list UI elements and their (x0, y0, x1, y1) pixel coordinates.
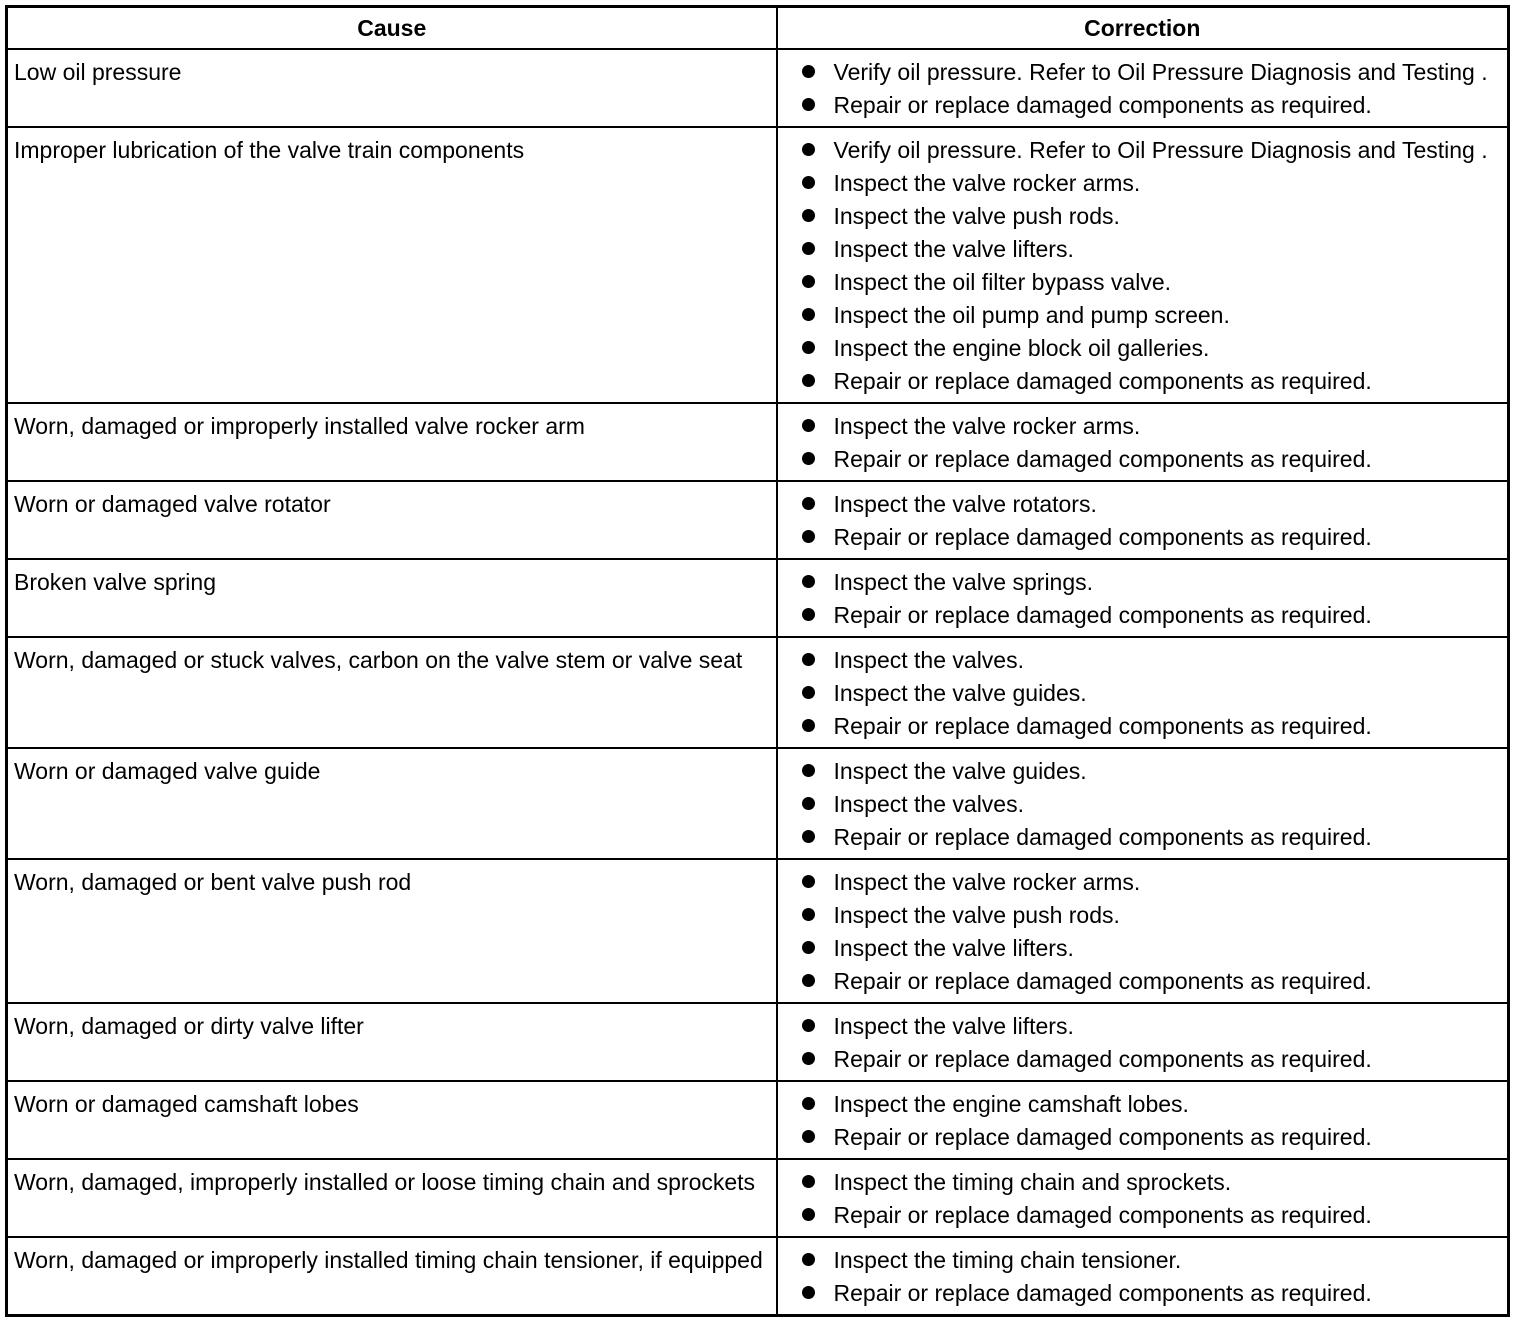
correction-item (778, 1245, 1502, 1275)
correction-list (778, 489, 1502, 552)
correction-list (778, 756, 1502, 852)
correction-list (778, 1089, 1502, 1152)
cause-cell: Broken valve spring (7, 559, 777, 637)
correction-text: Inspect the valve push rods. (833, 203, 1120, 229)
correction-item (778, 300, 1502, 330)
table-row (7, 559, 1509, 637)
table-row (7, 1003, 1509, 1081)
correction-item (778, 444, 1502, 474)
bullet-icon (802, 1019, 815, 1032)
correction-cell (777, 1237, 1509, 1316)
table-body (7, 49, 1509, 1316)
correction-text: Inspect the timing chain tensioner. (833, 1247, 1182, 1273)
cause-cell: Worn or damaged camshaft lobes (7, 1081, 777, 1159)
correction-item (778, 567, 1502, 597)
correction-item (778, 1122, 1502, 1152)
bullet-icon (802, 1286, 815, 1299)
correction-text: Inspect the valve rocker arms. (833, 869, 1141, 895)
bullet-icon (802, 974, 815, 987)
table-row (7, 859, 1509, 1003)
bullet-icon (802, 497, 815, 510)
correction-list (778, 1167, 1502, 1230)
bullet-icon (802, 209, 815, 222)
cause-cell: Worn or damaged valve rotator (7, 481, 777, 559)
correction-text: Inspect the valve rotators. (833, 491, 1097, 517)
correction-item (778, 1089, 1502, 1119)
bullet-icon (802, 275, 815, 288)
cause-cell: Worn, damaged or dirty valve lifter (7, 1003, 777, 1081)
correction-text: Inspect the valve lifters. (833, 236, 1074, 262)
table-row (7, 127, 1509, 403)
cause-cell: Worn, damaged or bent valve push rod (7, 859, 777, 1003)
table-row (7, 748, 1509, 859)
correction-item (778, 645, 1502, 675)
correction-text: Inspect the valve rocker arms. (833, 413, 1141, 439)
cause-column-header: Cause (7, 7, 777, 50)
bullet-icon (802, 719, 815, 732)
correction-item (778, 168, 1502, 198)
correction-item (778, 489, 1502, 519)
bullet-icon (802, 908, 815, 921)
correction-cell (777, 1003, 1509, 1081)
correction-item (778, 900, 1502, 930)
cause-cell: Worn or damaged valve guide (7, 748, 777, 859)
correction-cell (777, 403, 1509, 481)
correction-text: Repair or replace damaged components as required. (833, 1280, 1372, 1306)
bullet-icon (802, 1208, 815, 1221)
header-row (7, 7, 1509, 50)
correction-cell (777, 559, 1509, 637)
correction-text: Repair or replace damaged components as required. (833, 1202, 1372, 1228)
correction-text: Verify oil pressure. Refer to Oil Pressure Diagnosis and Testing . (833, 137, 1488, 163)
correction-cell (777, 1159, 1509, 1237)
bullet-icon (802, 797, 815, 810)
correction-list (778, 411, 1502, 474)
correction-text: Repair or replace damaged components as required. (833, 824, 1372, 850)
correction-cell (777, 1081, 1509, 1159)
bullet-icon (802, 530, 815, 543)
correction-item (778, 789, 1502, 819)
correction-item (778, 933, 1502, 963)
correction-item (778, 333, 1502, 363)
correction-item (778, 522, 1502, 552)
correction-cell (777, 859, 1509, 1003)
correction-list (778, 57, 1502, 120)
bullet-icon (802, 1130, 815, 1143)
correction-cell (777, 127, 1509, 403)
correction-text: Inspect the oil filter bypass valve. (833, 269, 1171, 295)
correction-text: Repair or replace damaged components as required. (833, 968, 1372, 994)
correction-item (778, 600, 1502, 630)
correction-item (778, 1167, 1502, 1197)
correction-text: Repair or replace damaged components as required. (833, 1046, 1372, 1072)
correction-text: Inspect the valve guides. (833, 680, 1087, 706)
correction-list (778, 135, 1502, 396)
bullet-icon (802, 308, 815, 321)
correction-cell (777, 481, 1509, 559)
correction-text: Inspect the valve lifters. (833, 935, 1074, 961)
bullet-icon (802, 374, 815, 387)
bullet-icon (802, 830, 815, 843)
bullet-icon (802, 65, 815, 78)
bullet-icon (802, 764, 815, 777)
correction-item (778, 1011, 1502, 1041)
correction-text: Inspect the valves. (833, 647, 1024, 673)
bullet-icon (802, 1175, 815, 1188)
correction-text: Inspect the timing chain and sprockets. (833, 1169, 1232, 1195)
table-row (7, 403, 1509, 481)
correction-item (778, 1278, 1502, 1308)
correction-text: Inspect the valve rocker arms. (833, 170, 1141, 196)
correction-text: Inspect the engine camshaft lobes. (833, 1091, 1189, 1117)
correction-text: Repair or replace damaged components as required. (833, 713, 1372, 739)
correction-item (778, 822, 1502, 852)
bullet-icon (802, 98, 815, 111)
correction-text: Verify oil pressure. Refer to Oil Pressure Diagnosis and Testing . (833, 59, 1488, 85)
correction-text: Repair or replace damaged components as required. (833, 602, 1372, 628)
bullet-icon (802, 875, 815, 888)
correction-text: Repair or replace damaged components as required. (833, 92, 1372, 118)
bullet-icon (802, 242, 815, 255)
bullet-icon (802, 941, 815, 954)
correction-text: Repair or replace damaged components as required. (833, 524, 1372, 550)
correction-text: Inspect the valve lifters. (833, 1013, 1074, 1039)
correction-column-header: Correction (777, 7, 1509, 50)
correction-list (778, 645, 1502, 741)
bullet-icon (802, 143, 815, 156)
table-row (7, 1237, 1509, 1316)
correction-text: Inspect the oil pump and pump screen. (833, 302, 1230, 328)
table-row (7, 481, 1509, 559)
correction-text: Inspect the engine block oil galleries. (833, 335, 1210, 361)
bullet-icon (802, 419, 815, 432)
correction-text: Repair or replace damaged components as required. (833, 368, 1372, 394)
bullet-icon (802, 653, 815, 666)
bullet-icon (802, 1097, 815, 1110)
correction-item (778, 1200, 1502, 1230)
correction-list (778, 1245, 1502, 1308)
correction-item (778, 267, 1502, 297)
diagnostic-table (5, 5, 1510, 1317)
correction-list (778, 867, 1502, 996)
correction-item (778, 756, 1502, 786)
table-row (7, 637, 1509, 748)
correction-cell (777, 49, 1509, 127)
table-row (7, 1159, 1509, 1237)
cause-cell: Worn, damaged or improperly installed valve rocker arm (7, 403, 777, 481)
correction-item (778, 57, 1502, 87)
correction-item (778, 234, 1502, 264)
correction-list (778, 1011, 1502, 1074)
bullet-icon (802, 575, 815, 588)
correction-item (778, 135, 1502, 165)
bullet-icon (802, 608, 815, 621)
correction-item (778, 867, 1502, 897)
bullet-icon (802, 1052, 815, 1065)
bullet-icon (802, 341, 815, 354)
correction-item (778, 711, 1502, 741)
cause-cell: Worn, damaged or stuck valves, carbon on the valve stem or valve seat (7, 637, 777, 748)
correction-item (778, 678, 1502, 708)
correction-cell (777, 637, 1509, 748)
correction-item (778, 90, 1502, 120)
correction-text: Inspect the valve push rods. (833, 902, 1120, 928)
correction-cell (777, 748, 1509, 859)
bullet-icon (802, 452, 815, 465)
correction-text: Repair or replace damaged components as required. (833, 1124, 1372, 1150)
correction-item (778, 201, 1502, 231)
correction-item (778, 411, 1502, 441)
correction-item (778, 1044, 1502, 1074)
cause-cell: Low oil pressure (7, 49, 777, 127)
correction-item (778, 966, 1502, 996)
table-row (7, 1081, 1509, 1159)
bullet-icon (802, 686, 815, 699)
cause-cell: Worn, damaged or improperly installed timing chain tensioner, if equipped (7, 1237, 777, 1316)
cause-cell: Worn, damaged, improperly installed or loose timing chain and sprockets (7, 1159, 777, 1237)
cause-cell: Improper lubrication of the valve train components (7, 127, 777, 403)
bullet-icon (802, 176, 815, 189)
correction-text: Inspect the valve springs. (833, 569, 1094, 595)
correction-text: Repair or replace damaged components as required. (833, 446, 1372, 472)
correction-list (778, 567, 1502, 630)
correction-text: Inspect the valve guides. (833, 758, 1087, 784)
bullet-icon (802, 1253, 815, 1266)
table-row (7, 49, 1509, 127)
correction-text: Inspect the valves. (833, 791, 1024, 817)
correction-item (778, 366, 1502, 396)
